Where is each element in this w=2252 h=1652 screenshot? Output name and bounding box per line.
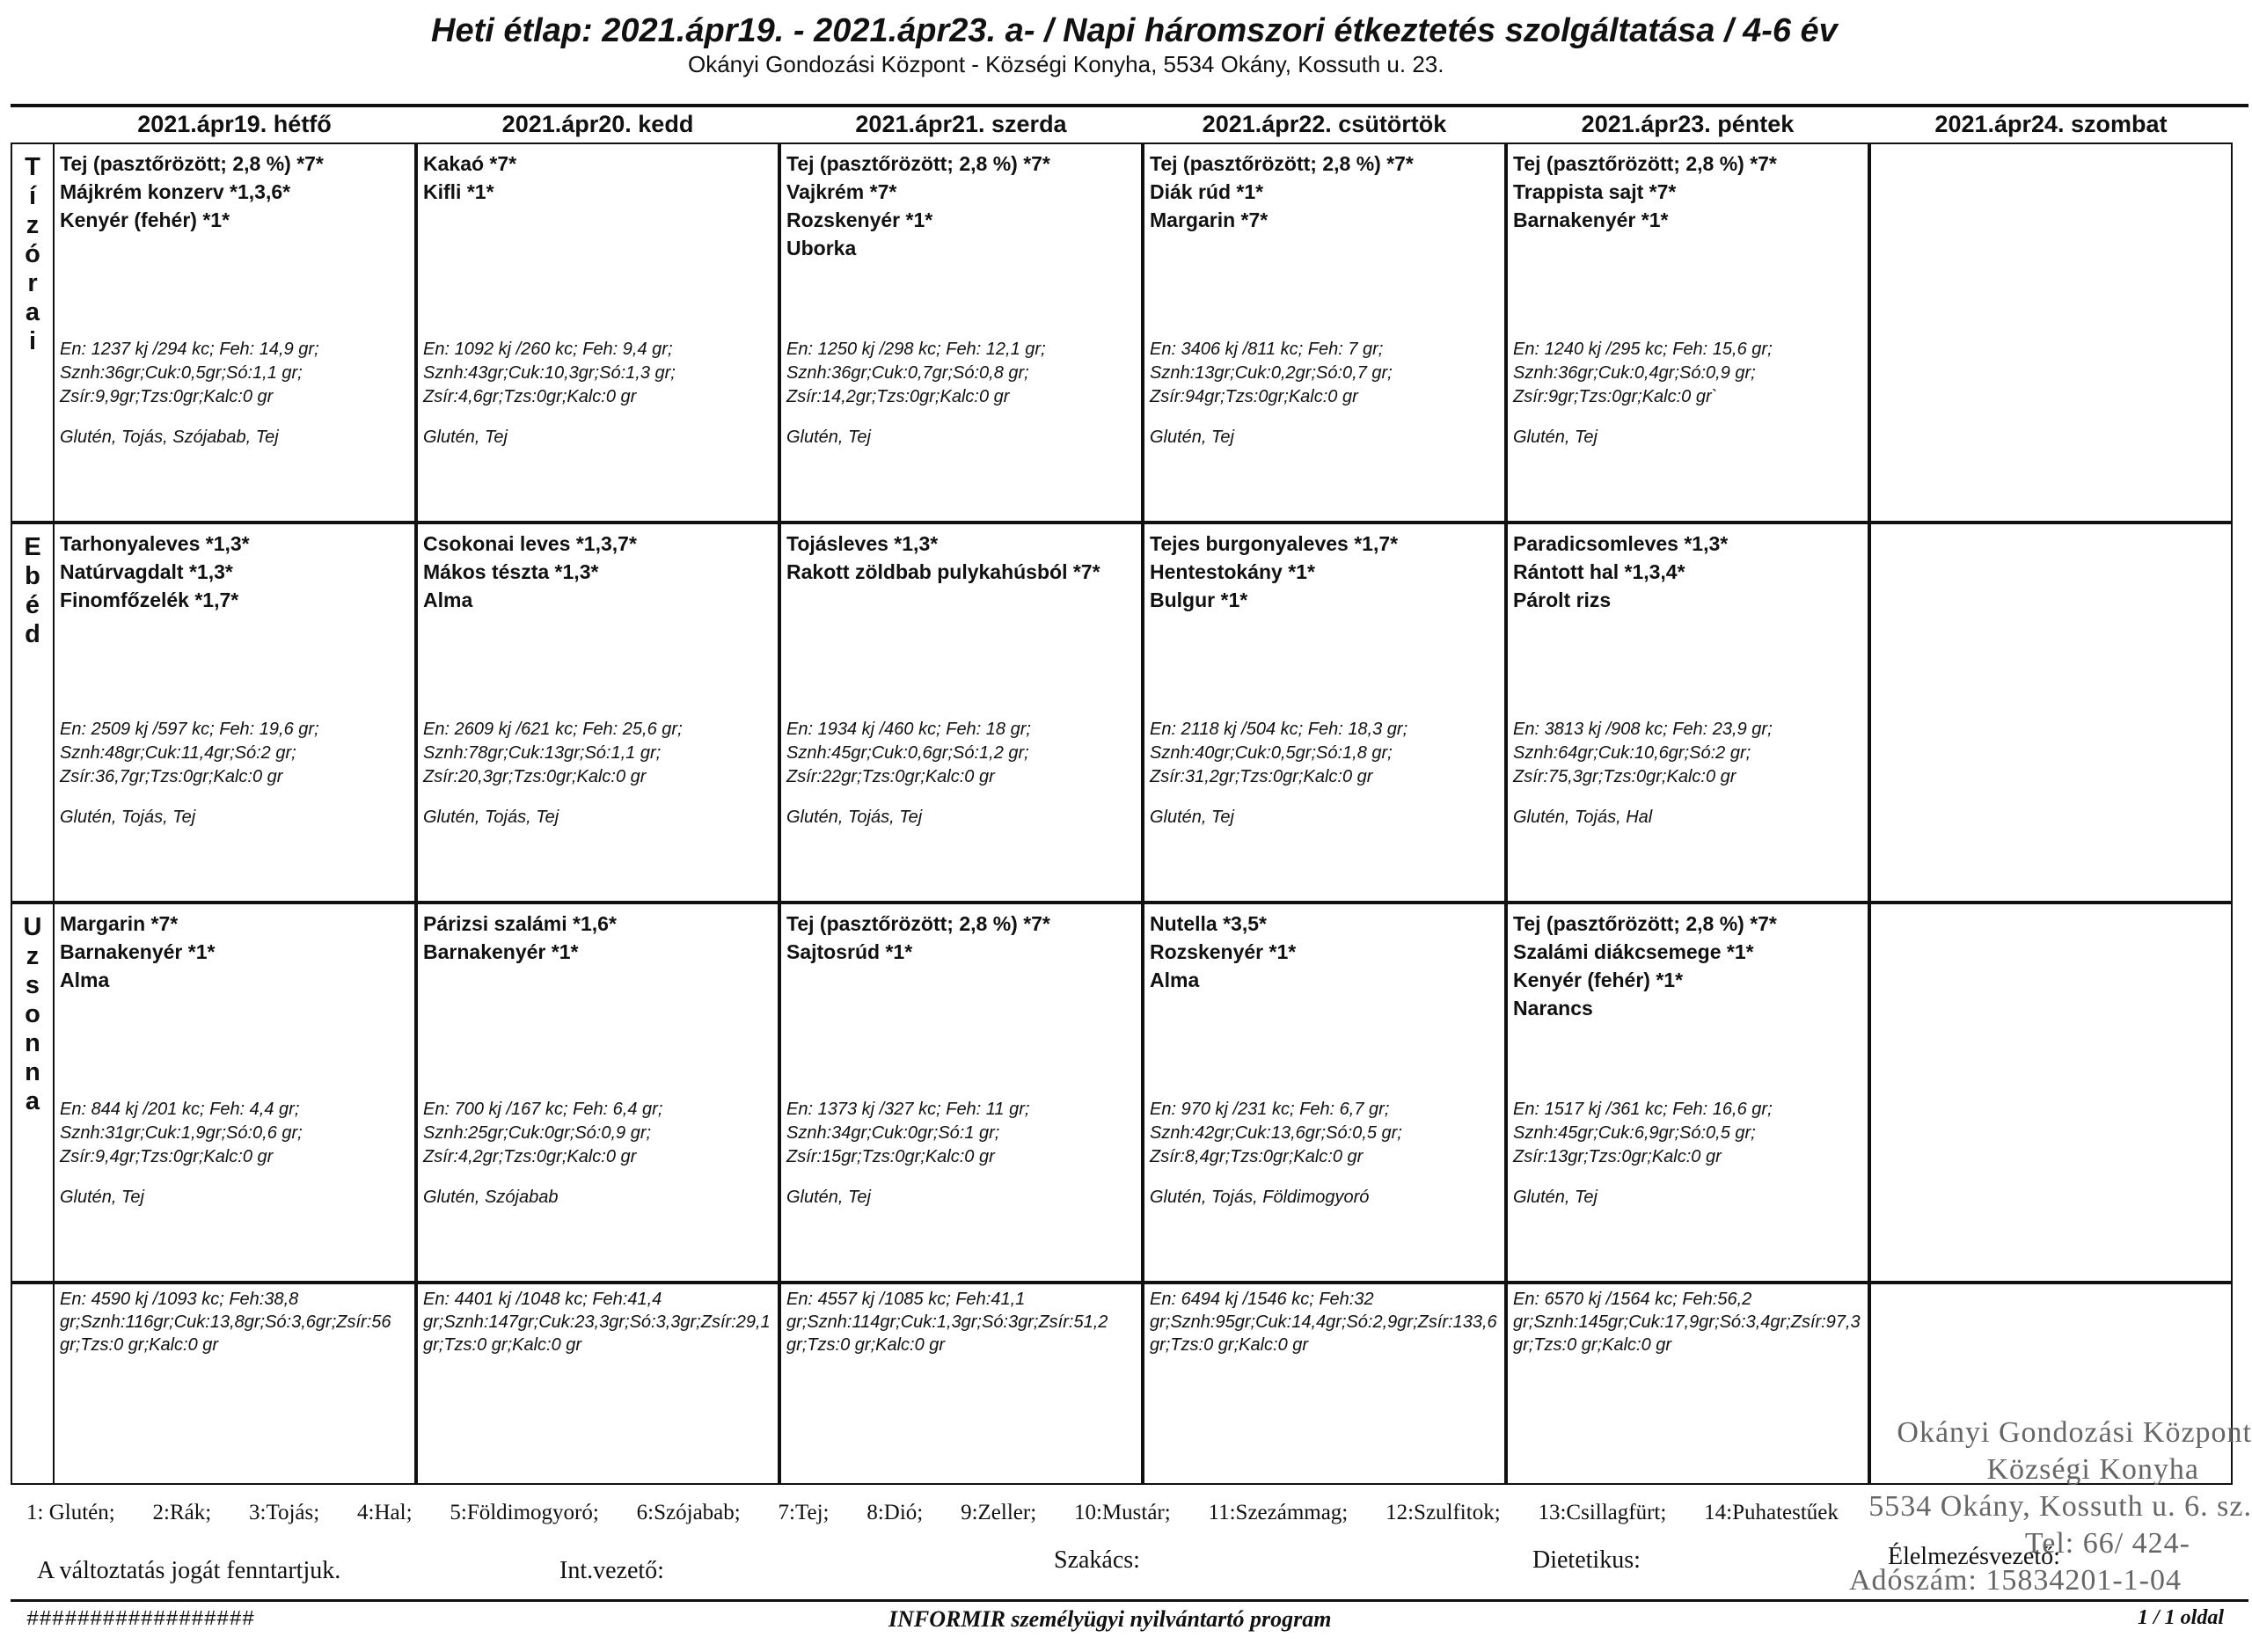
allergen-list: Glutén, Tej bbox=[1150, 808, 1234, 827]
day-header: 2021.ápr21. szerda bbox=[855, 111, 1067, 137]
menu-item: Tej (pasztőrözött; 2,8 %) *7* bbox=[60, 152, 324, 175]
menu-items bbox=[60, 530, 409, 614]
nutrition-info: En: 1092 kj /260 kc; Feh: 9,4 gr; Sznh:43gr;Cuk:10,3gr;Só:1,3 gr; Zsír:4,6gr;Tzs:0gr;Kalc:0 gr bbox=[423, 340, 676, 406]
meal-label-letter: a bbox=[25, 298, 40, 326]
allergen-list: Glutén, Tojás, Tej bbox=[423, 808, 559, 827]
allergen-list: Glutén, Tej bbox=[786, 428, 871, 447]
allergen-list: Glutén, Tojás, Szójabab, Tej bbox=[60, 428, 279, 447]
menu-items bbox=[1513, 530, 1862, 614]
daily-total: En: 6494 kj /1546 kc; Feh:32 gr;Sznh:95gr;Cuk:14,4gr;Só:2,9gr;Zsír:133,6 gr;Tzs:0 gr;Kalc:0 gr bbox=[1143, 1283, 1506, 1485]
meal-label-letter: a bbox=[25, 1087, 40, 1115]
nutrition-info: En: 1373 kj /327 kc; Feh: 11 gr; Sznh:34gr;Cuk:0gr;Só:1 gr; Zsír:15gr;Tzs:0gr;Kalc:0 gr bbox=[786, 1100, 1030, 1166]
meal-label-letter: z bbox=[26, 942, 40, 970]
day-header: 2021.ápr22. csütörtök bbox=[1202, 111, 1447, 137]
meal-label-letter: z bbox=[26, 211, 40, 239]
menu-item: Natúrvagdalt *1,3* bbox=[60, 560, 233, 583]
menu-cell bbox=[1143, 903, 1506, 1283]
meal-label-letter: n bbox=[25, 1029, 40, 1057]
menu-cell bbox=[1143, 523, 1506, 903]
nutrition-info: En: 1934 kj /460 kc; Feh: 18 gr; Sznh:45gr;Cuk:0,6gr;Só:1,2 gr; Zsír:22gr;Tzs:0gr;Kalc:0 gr bbox=[786, 720, 1031, 786]
nutrition-info: En: 844 kj /201 kc; Feh: 4,4 gr; Sznh:31gr;Cuk:1,9gr;Só:0,6 gr; Zsír:9,4gr;Tzs:0gr;Kalc:0 gr bbox=[60, 1100, 303, 1166]
footer-program: INFORMIR személyügyi nyilvántartó program bbox=[888, 1606, 1332, 1632]
menu-items bbox=[423, 530, 772, 614]
allergen-list: Glutén, Tej bbox=[60, 1188, 144, 1207]
menu-item: Hentestokány *1* bbox=[1150, 560, 1315, 583]
menu-cell bbox=[779, 523, 1143, 903]
meal-label-letter: s bbox=[25, 971, 40, 999]
menu-item: Párolt rizs bbox=[1513, 588, 1612, 611]
allergen-list: Glutén, Tojás, Hal bbox=[1513, 808, 1653, 827]
menu-cell bbox=[1506, 903, 1869, 1283]
nutrition-info: En: 3813 kj /908 kc; Feh: 23,9 gr; Sznh:64gr;Cuk:10,6gr;Só:2 gr; Zsír:75,3gr;Tzs:0gr;Kalc:0 gr bbox=[1513, 720, 1773, 786]
nutrition-info: En: 2509 kj /597 kc; Feh: 19,6 gr; Sznh:48gr;Cuk:11,4gr;Só:2 gr; Zsír:36,7gr;Tzs:0gr;Kalc:0 gr bbox=[60, 720, 319, 786]
legend-item: 1: Glutén; bbox=[26, 1501, 115, 1524]
legend-item: 13:Csillagfürt; bbox=[1538, 1501, 1667, 1524]
menu-items bbox=[1513, 150, 1862, 234]
allergen-list: Glutén, Tej bbox=[1513, 428, 1598, 447]
allergen-list: Glutén, Tojás, Tej bbox=[60, 808, 196, 827]
stamp-line-4: Tel: 66/ 424- bbox=[2024, 1527, 2190, 1560]
menu-item: Rozskenyér *1* bbox=[1150, 940, 1297, 963]
menu-item: Margarin *7* bbox=[60, 912, 179, 935]
footer-elelmezesvezeto: Élelmezésvezető: bbox=[1888, 1543, 2060, 1570]
legend-item: 14:Puhatestűek bbox=[1704, 1501, 1839, 1524]
menu-item: Kenyér (fehér) *1* bbox=[1513, 969, 1684, 991]
menu-item: Finomfőzelék *1,7* bbox=[60, 588, 239, 611]
legend-item: 4:Hal; bbox=[357, 1501, 413, 1524]
menu-item: Margarin *7* bbox=[1150, 208, 1269, 231]
daily-total: En: 4557 kj /1085 kc; Feh:41,1 gr;Sznh:114gr;Cuk:1,3gr;Só:3gr;Zsír:51,2 gr;Tzs:0 gr;Kalc:0 gr bbox=[779, 1283, 1143, 1485]
menu-item: Alma bbox=[1150, 969, 1200, 991]
allergen-legend bbox=[26, 1501, 1839, 1525]
menu-items bbox=[1150, 530, 1499, 614]
menu-item: Szalámi diákcsemege *1* bbox=[1513, 940, 1754, 963]
meal-label-letter: T bbox=[25, 153, 40, 181]
menu-item: Barnakenyér *1* bbox=[1513, 208, 1669, 231]
page-number: 1 / 1 oldal bbox=[2138, 1606, 2225, 1629]
menu-cell bbox=[416, 523, 779, 903]
menu-item: Rozskenyér *1* bbox=[786, 208, 933, 231]
menu-item: Kakaó *7* bbox=[423, 152, 517, 175]
day-header: 2021.ápr23. péntek bbox=[1581, 111, 1795, 137]
nutrition-info: En: 1237 kj /294 kc; Feh: 14,9 gr; Sznh:36gr;Cuk:0,5gr;Só:1,1 gr; Zsír:9,9gr;Tzs:0gr;Kalc:0 gr bbox=[60, 340, 319, 406]
legend-item: 5:Földimogyoró; bbox=[450, 1501, 599, 1524]
nutrition-info: En: 1240 kj /295 kc; Feh: 15,6 gr; Sznh:36gr;Cuk:0,4gr;Só:0,9 gr; Zsír:9gr;Tzs:0gr;Kalc:0 gr` bbox=[1513, 340, 1773, 406]
weekly-menu-table bbox=[11, 106, 2248, 1487]
day-header: 2021.ápr20. kedd bbox=[501, 111, 694, 137]
legend-item: 12:Szulfitok; bbox=[1386, 1501, 1501, 1524]
nutrition-info: En: 1250 kj /298 kc; Feh: 12,1 gr; Sznh:36gr;Cuk:0,7gr;Só:0,8 gr; Zsír:14,2gr;Tzs:0gr;Kalc:0 gr bbox=[786, 340, 1046, 406]
menu-item: Májkrém konzerv *1,3,6* bbox=[60, 180, 291, 203]
menu-item: Rakott zöldbab pulykahúsból *7* bbox=[786, 560, 1100, 583]
allergen-list: Glutén, Tej bbox=[1513, 1188, 1598, 1207]
daily-total: En: 4590 kj /1093 kc; Feh:38,8 gr;Sznh:116gr;Cuk:13,8gr;Só:3,6gr;Zsír:56 gr;Tzs:0 gr;Kalc:0 gr bbox=[53, 1283, 416, 1485]
allergen-list: Glutén, Tej bbox=[423, 428, 508, 447]
meal-label-letter: o bbox=[25, 1000, 40, 1028]
daily-total: En: 6570 kj /1564 kc; Feh:56,2 gr;Sznh:145gr;Cuk:17,9gr;Só:3,4gr;Zsír:97,3 gr;Tzs:0 gr;Kalc:0 gr bbox=[1506, 1283, 1869, 1485]
nutrition-info: En: 2118 kj /504 kc; Feh: 18,3 gr; Sznh:40gr;Cuk:0,5gr;Só:1,8 gr; Zsír:31,2gr;Tzs:0gr;Kalc:0 gr bbox=[1150, 720, 1408, 786]
footer-szakacs: Szakács: bbox=[1054, 1546, 1140, 1574]
menu-item: Mákos tészta *1,3* bbox=[423, 560, 599, 583]
menu-item: Trappista sajt *7* bbox=[1513, 180, 1677, 203]
legend-item: 8:Dió; bbox=[866, 1501, 924, 1524]
menu-item: Tej (pasztőrözött; 2,8 %) *7* bbox=[1513, 152, 1777, 175]
menu-item: Narancs bbox=[1513, 997, 1593, 1020]
nutrition-info: En: 1517 kj /361 kc; Feh: 16,6 gr; Sznh:45gr;Cuk:6,9gr;Só:0,5 gr; Zsír:13gr;Tzs:0gr;Kalc:0 gr bbox=[1513, 1100, 1773, 1166]
menu-item: Tej (pasztőrözött; 2,8 %) *7* bbox=[786, 152, 1050, 175]
legend-item: 7:Tej; bbox=[778, 1501, 830, 1524]
allergen-list: Glutén, Tej bbox=[1150, 428, 1234, 447]
meal-label-letter: é bbox=[25, 591, 40, 619]
menu-item: Tej (pasztőrözött; 2,8 %) *7* bbox=[1513, 912, 1777, 935]
page-subtitle: Okányi Gondozási Központ - Községi Konyha, 5534 Okány, Kossuth u. 23. bbox=[688, 51, 1444, 77]
meal-label bbox=[11, 523, 53, 903]
legend-item: 3:Tojás; bbox=[249, 1501, 320, 1524]
header-corner bbox=[11, 106, 53, 143]
meal-label-letter: d bbox=[25, 620, 40, 648]
menu-item: Paradicsomleves *1,3* bbox=[1513, 532, 1729, 555]
meal-label bbox=[11, 903, 53, 1283]
menu-items bbox=[423, 910, 772, 966]
menu-items bbox=[1513, 910, 1862, 1022]
menu-item: Uborka bbox=[786, 237, 857, 259]
menu-item: Bulgur *1* bbox=[1150, 588, 1248, 611]
meal-label-letter: U bbox=[23, 913, 42, 941]
menu-cell bbox=[1506, 143, 1869, 523]
daily-total: En: 4401 kj /1048 kc; Feh:41,4 gr;Sznh:147gr;Cuk:23,3gr;Só:3,3gr;Zsír:29,1 gr;Tzs:0 gr;Kalc:0 gr bbox=[416, 1283, 779, 1485]
menu-items bbox=[786, 150, 1136, 262]
footer-hashes: ################## bbox=[26, 1608, 255, 1632]
menu-item: Tojásleves *1,3* bbox=[786, 532, 939, 555]
menu-cell bbox=[416, 143, 779, 523]
menu-item: Tejes burgonyaleves *1,7* bbox=[1150, 532, 1399, 555]
menu-item: Kifli *1* bbox=[423, 180, 494, 203]
nutrition-info: En: 2609 kj /621 kc; Feh: 25,6 gr; Sznh:78gr;Cuk:13gr;Só:1,1 gr; Zsír:20,3gr;Tzs:0gr;Kalc:0 gr bbox=[423, 720, 683, 786]
allergen-list: Glutén, Tojás, Tej bbox=[786, 808, 923, 827]
meal-label-letter: n bbox=[25, 1058, 40, 1086]
stamp-line-2: Községi Konyha bbox=[1986, 1453, 2199, 1486]
menu-item: Párizsi szalámi *1,6* bbox=[423, 912, 617, 935]
menu-item: Tarhonyaleves *1,3* bbox=[60, 532, 250, 555]
menu-items bbox=[423, 150, 772, 206]
meal-label-letter: E bbox=[24, 533, 41, 561]
meal-label-letter: ó bbox=[25, 240, 40, 268]
menu-cell bbox=[53, 143, 416, 523]
stamp-line-3: 5534 Okány, Kossuth u. 6. sz. bbox=[1868, 1490, 2252, 1523]
menu-item: Csokonai leves *1,3,7* bbox=[423, 532, 637, 555]
meal-label-letter: í bbox=[28, 182, 37, 210]
allergen-list: Glutén, Szójabab bbox=[423, 1188, 559, 1207]
meal-label-letter: b bbox=[25, 562, 40, 590]
menu-item: Vajkrém *7* bbox=[786, 180, 897, 203]
menu-items bbox=[60, 150, 409, 234]
menu-cell bbox=[1506, 523, 1869, 903]
menu-items bbox=[786, 910, 1136, 966]
meal-label bbox=[11, 143, 53, 523]
menu-item: Tej (pasztőrözött; 2,8 %) *7* bbox=[786, 912, 1050, 935]
legend-item: 6:Szójabab; bbox=[636, 1501, 741, 1524]
day-header: 2021.ápr24. szombat bbox=[1934, 111, 2168, 137]
menu-cell bbox=[1143, 143, 1506, 523]
menu-item: Diák rúd *1* bbox=[1150, 180, 1264, 203]
menu-item: Alma bbox=[60, 969, 110, 991]
footer-dietetikus: Dietetikus: bbox=[1532, 1546, 1641, 1574]
menu-cell bbox=[53, 523, 416, 903]
meal-label-letter: r bbox=[27, 269, 38, 297]
menu-items bbox=[60, 910, 409, 994]
menu-item: Kenyér (fehér) *1* bbox=[60, 208, 230, 231]
menu-cell bbox=[779, 143, 1143, 523]
nutrition-info: En: 3406 kj /811 kc; Feh: 7 gr; Sznh:13gr;Cuk:0,2gr;Só:0,7 gr; Zsír:94gr;Tzs:0gr;Kalc:0 gr bbox=[1150, 340, 1393, 406]
page-title: Heti étlap: 2021.ápr19. - 2021.ápr23. a- / Napi háromszori étkeztetés szolgáltatása / 4-6 év bbox=[431, 12, 1838, 49]
allergen-list: Glutén, Tej bbox=[786, 1188, 871, 1207]
menu-item: Tej (pasztőrözött; 2,8 %) *7* bbox=[1150, 152, 1414, 175]
institution-stamp bbox=[1821, 1414, 2252, 1652]
menu-cell bbox=[1869, 143, 2233, 523]
menu-item: Nutella *3,5* bbox=[1150, 912, 1267, 935]
menu-items bbox=[1150, 150, 1499, 234]
menu-items bbox=[786, 530, 1136, 586]
nutrition-info: En: 700 kj /167 kc; Feh: 6,4 gr; Sznh:25gr;Cuk:0gr;Só:0,9 gr; Zsír:4,2gr;Tzs:0gr;Kalc:0 gr bbox=[423, 1100, 663, 1166]
legend-item: 9:Zeller; bbox=[961, 1501, 1037, 1524]
totals-label bbox=[11, 1283, 53, 1485]
stamp-line-5: Adószám: 15834201-1-04 bbox=[1848, 1564, 2182, 1597]
legend-item: 11:Szezámmag; bbox=[1208, 1501, 1349, 1524]
nutrition-info: En: 970 kj /231 kc; Feh: 6,7 gr; Sznh:42gr;Cuk:13,6gr;Só:0,5 gr; Zsír:8,4gr;Tzs:0gr;Kalc:0 gr bbox=[1150, 1100, 1402, 1166]
menu-item: Sajtosrúd *1* bbox=[786, 940, 913, 963]
menu-item: Rántott hal *1,3,4* bbox=[1513, 560, 1685, 583]
menu-cell bbox=[779, 903, 1143, 1283]
menu-item: Barnakenyér *1* bbox=[60, 940, 216, 963]
footer-int-vezeto: Int.vezető: bbox=[559, 1557, 664, 1584]
menu-cell bbox=[416, 903, 779, 1283]
menu-item: Alma bbox=[423, 588, 473, 611]
menu-items bbox=[1150, 910, 1499, 994]
menu-item: Barnakenyér *1* bbox=[423, 940, 579, 963]
legend-item: 2:Rák; bbox=[152, 1501, 212, 1524]
meal-label-letter: i bbox=[28, 327, 37, 355]
menu-cell bbox=[1869, 523, 2233, 903]
legend-item: 10:Mustár; bbox=[1073, 1501, 1171, 1524]
menu-cell bbox=[53, 903, 416, 1283]
day-header: 2021.ápr19. hétfő bbox=[137, 111, 332, 137]
allergen-list: Glutén, Tojás, Földimogyoró bbox=[1150, 1188, 1370, 1207]
menu-cell bbox=[1869, 903, 2233, 1283]
footer-notice: A változtatás jogát fenntartjuk. bbox=[37, 1557, 341, 1584]
stamp-line-1: Okányi Gondozási Központ bbox=[1897, 1416, 2252, 1449]
